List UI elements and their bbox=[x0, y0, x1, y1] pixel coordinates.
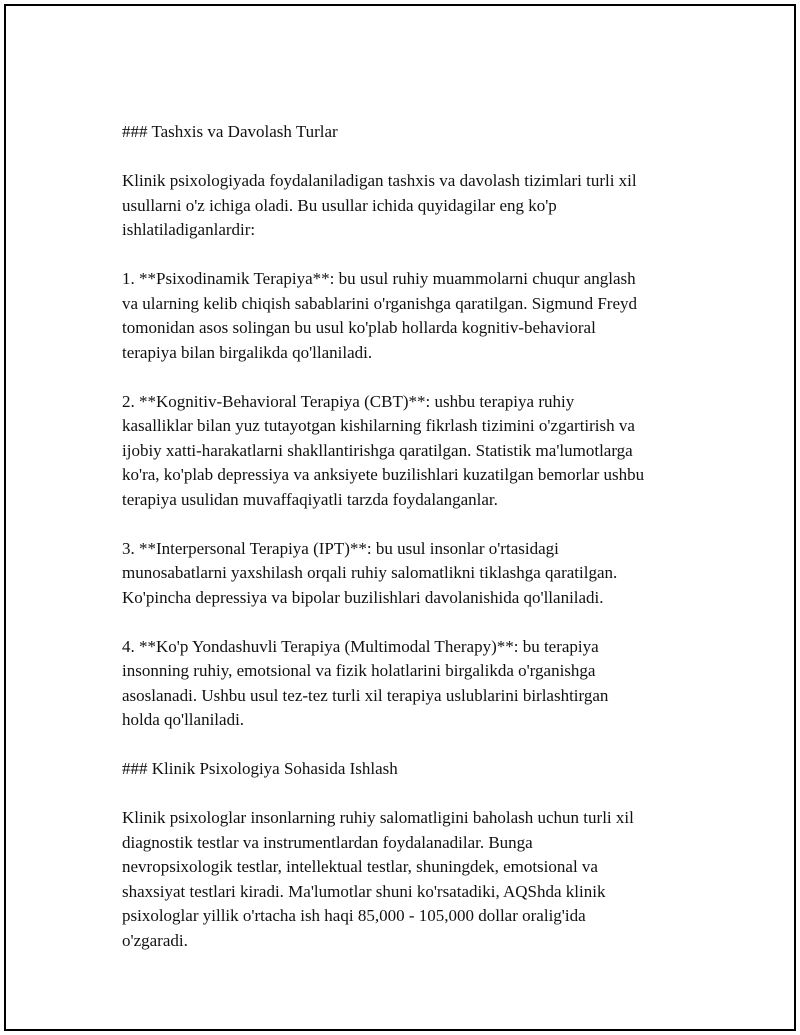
closing-paragraph: Klinik psixologlar insonlarning ruhiy salomatligini baholash uchun turli xil diagnostik testlar va instrumentlardan foydalanadilar. Bunga nevropsixologik testlar, intellektual testlar, shuningdek, emotsional va shaxsiyat testlari kiradi. Ma'lumotlar shuni ko'rsatadiki, AQShda klinik psixologlar yillik o'rtacha ish haqi 85,000 - 105,000 dollar oralig'ida o'zgaradi. bbox=[122, 808, 634, 950]
section-heading-clinical-work: ### Klinik Psixologiya Sohasida Ishlash bbox=[122, 759, 398, 778]
intro-paragraph: Klinik psixologiyada foydalaniladigan tashxis va davolash tizimlari turli xil usullarni o'z ichiga oladi. Bu usullar ichida quyidagilar eng ko'p ishlatiladiganlardir: bbox=[122, 171, 637, 239]
list-item-psychodynamic: 1. **Psixodinamik Terapiya**: bu usul ruhiy muammolarni chuqur anglash va ularning kelib chiqish sabablarini o'rganishga qaratilgan. Sigmund Freyd tomonidan asos solingan bu usul ko'plab hollarda kognitiv-behavioral terapiya bilan birgalikda qo'llaniladi. bbox=[122, 269, 638, 362]
list-item-multimodal: 4. **Ko'p Yondashuvli Terapiya (Multimodal Therapy)**: bu terapiya insonning ruhiy, emotsional va fizik holatlarini birgalikda o'rganishga asoslanadi. Ushbu usul tez-tez turli xil terapiya uslublarini birlashtirgan holda qo'llaniladi. bbox=[122, 636, 609, 729]
list-item-ipt: 3. **Interpersonal Terapiya (IPT)**: bu usul insonlar o'rtasidagi munosabatlarni yaxshilash orqali ruhiy salomatlikni tiklashga qaratilgan. Ko'pincha depressiya va bipolar buzilishlari davolanishida qo'llaniladi. bbox=[122, 538, 618, 607]
section-heading-diagnosis: ### Tashxis va Davolash Turlar bbox=[122, 122, 338, 141]
document-body bbox=[122, 120, 702, 978]
list-item-cbt: 2. **Kognitiv-Behavioral Terapiya (CBT)**: ushbu terapiya ruhiy kasalliklar bilan yuz tutayotgan kishilarning fikrlash tizimini o'zgartirish va ijobiy xatti-harakatlarni shakllantirishga qaratilgan. Statistik ma'lumotlarga ko'ra, ko'plab depressiya va anksiyete buzilishlari kuzatilgan bemorlar ushbu terapiya usulidan muvaffaqiyatli tarzda foydalanganlar. bbox=[122, 391, 645, 509]
page-frame bbox=[4, 4, 796, 1031]
